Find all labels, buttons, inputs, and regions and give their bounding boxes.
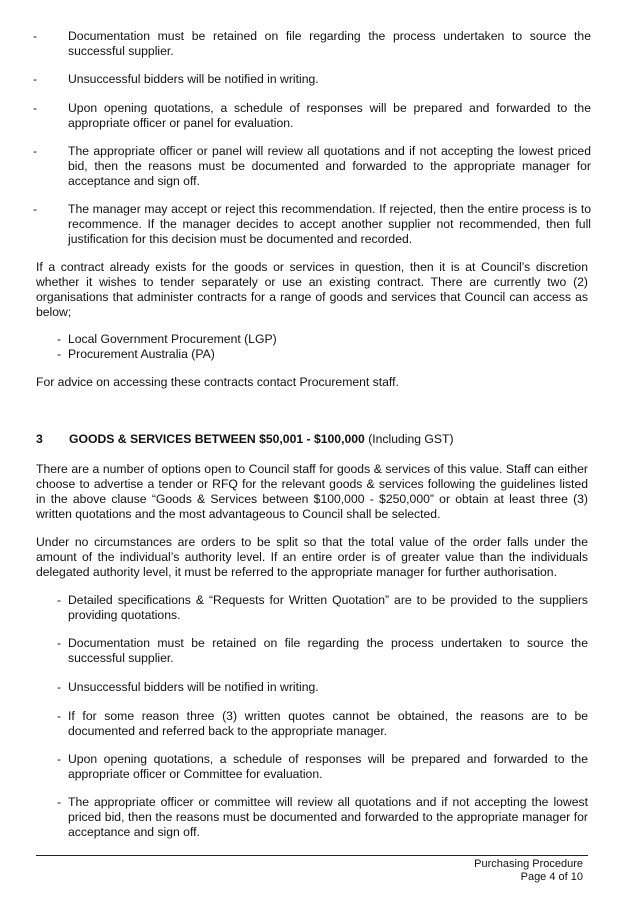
bullet-marker: - <box>33 72 38 86</box>
list-item <box>57 709 588 739</box>
bullet-marker: - <box>57 347 62 361</box>
list-item <box>57 636 588 666</box>
list-item <box>33 29 591 59</box>
list-item-text: Detailed specifications & “Requests for Written Quotation” are to be provided to the suppliers providing quotations. <box>68 593 588 622</box>
bullet-marker: - <box>33 144 38 158</box>
list-item <box>33 144 591 189</box>
list-item-text: Unsuccessful bidders will be notified in writing. <box>68 72 319 86</box>
list-item-text: Local Government Procurement (LGP) <box>68 332 277 346</box>
bullet-marker: - <box>57 709 62 723</box>
list-item <box>57 752 588 782</box>
bullet-marker: - <box>33 202 38 216</box>
page-number: Page 4 of 10 <box>520 871 583 883</box>
page-footer <box>474 858 583 884</box>
section-number: 3 <box>36 432 43 446</box>
bullet-marker: - <box>57 593 62 607</box>
list-item <box>57 795 588 840</box>
bullet-marker: - <box>57 680 62 694</box>
footer-divider <box>36 855 588 856</box>
list-item <box>57 680 588 695</box>
list-item-text: The appropriate officer or panel will review all quotations and if not accepting the lowest priced bid, then the reasons must be documented and forwarded to the appropriate manager for acceptance and sign off. <box>68 144 591 188</box>
list-item-text: Documentation must be retained on file regarding the process undertaken to source the successful supplier. <box>68 636 588 665</box>
list-item <box>57 347 588 362</box>
list-item <box>33 101 591 131</box>
section-title: GOODS & SERVICES BETWEEN $50,001 - $100,000 <box>69 432 365 446</box>
list-item-text: Unsuccessful bidders will be notified in writing. <box>68 680 319 694</box>
list-item-text: The manager may accept or reject this recommendation. If rejected, then the entire process is to recommence. If the manager decides to accept another supplier not recommended, then full justification for this decision must be documented and recorded. <box>68 202 591 246</box>
list-item <box>57 332 588 347</box>
bullet-marker: - <box>33 101 38 115</box>
bullet-marker: - <box>57 636 62 650</box>
section-qualifier: (Including GST) <box>368 432 454 446</box>
contract-paragraph: If a contract already exists for the goods or services in question, then it is at Council’s discretion whether it wishes to tender separately or use an existing contract. There are currently two (2) organisations that administer contracts for a range of goods and services that Council can access as below; <box>36 260 588 319</box>
list-item-text: Documentation must be retained on file regarding the process undertaken to source the successful supplier. <box>68 29 591 58</box>
bullet-marker: - <box>57 795 62 809</box>
list-item <box>33 72 591 87</box>
options-paragraph: There are a number of options open to Council staff for goods & services of this value. Staff can either choose to advertise a tender or RFQ for the relevant goods & services following the guidelines listed in the above clause “Goods & Services between $100,000 - $250,000” or obtain at least three (3) written quotations and the most advantageous to Council shall be selected. <box>36 462 588 521</box>
list-item-text: Upon opening quotations, a schedule of responses will be prepared and forwarded to the appropriate officer or Committee for evaluation. <box>68 752 588 781</box>
footer-title: Purchasing Procedure <box>474 858 583 870</box>
advice-paragraph: For advice on accessing these contracts contact Procurement staff. <box>36 375 399 389</box>
bullet-marker: - <box>57 752 62 766</box>
split-paragraph: Under no circumstances are orders to be split so that the total value of the order falls under the amount of the individual’s authority level. If an entire order is of greater value than the individuals delegated authority level, it must be referred to the appropriate manager for further authorisation. <box>36 535 588 579</box>
bullet-marker: - <box>57 332 62 346</box>
list-item-text: If for some reason three (3) written quotes cannot be obtained, the reasons are to be documented and referred back to the appropriate manager. <box>68 709 588 738</box>
list-item-text: Procurement Australia (PA) <box>68 347 215 361</box>
list-item <box>57 593 588 623</box>
list-item <box>33 202 591 247</box>
list-item-text: Upon opening quotations, a schedule of responses will be prepared and forwarded to the appropriate officer or panel for evaluation. <box>68 101 591 130</box>
bullet-marker: - <box>33 29 38 43</box>
list-item-text: The appropriate officer or committee will review all quotations and if not accepting the lowest priced bid, then the reasons must be documented and forwarded to the appropriate manager for acceptance and sign off. <box>68 795 588 839</box>
